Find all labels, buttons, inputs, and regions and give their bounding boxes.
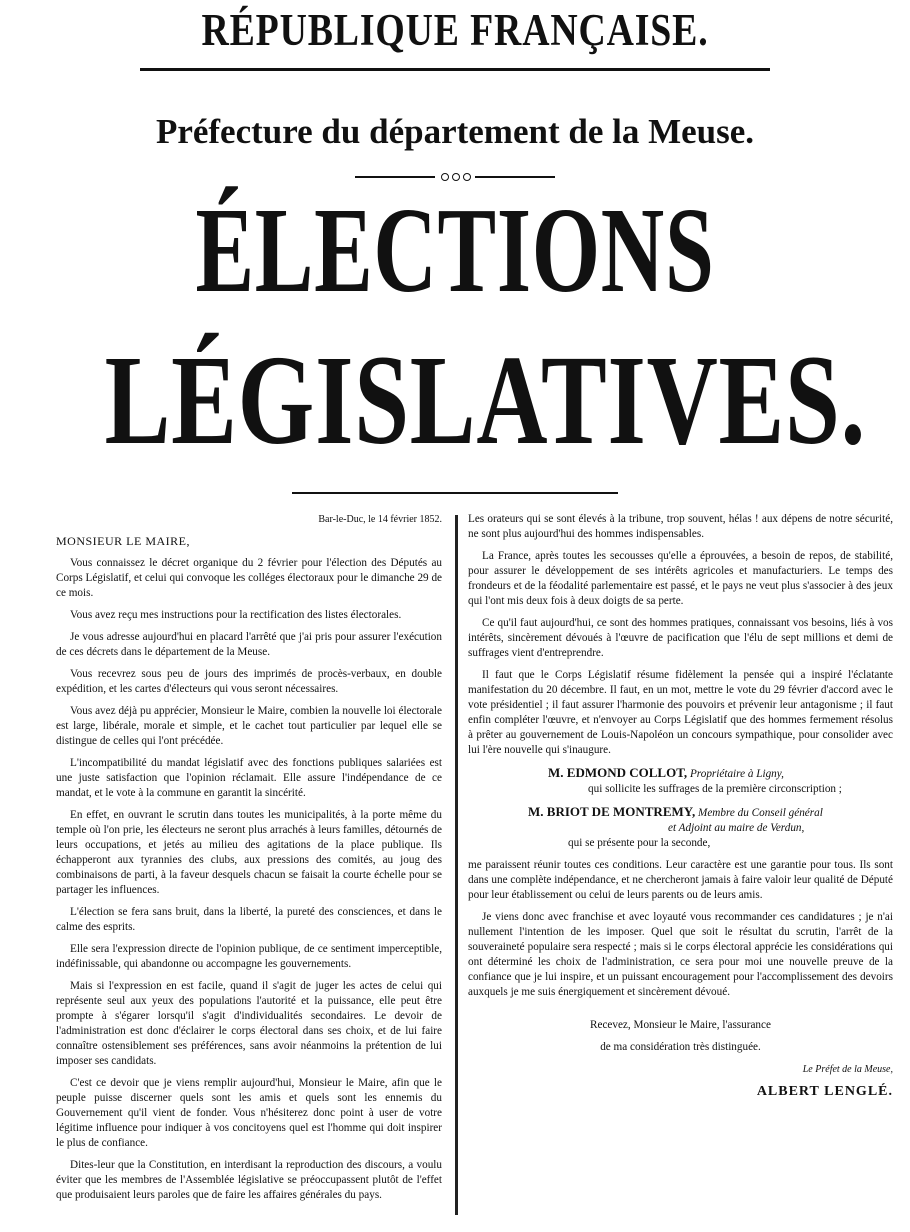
- paragraph: Vous connaissez le décret organique du 2 février pour l'élection des Députés au Corps Législatif, et celui qui convoque les colléges électoraux pour le dimanche 29 de ce mois.: [56, 557, 442, 599]
- candidate-2-desc: Membre du Conseil général: [698, 807, 823, 819]
- closing-line-2: de ma considération très distinguée.: [600, 1041, 761, 1053]
- paragraph: Je vous adresse aujourd'hui en placard l'arrêté que j'ai pris pour assurer l'exécution de ces décrets dans le département de la Meuse.: [56, 631, 442, 658]
- signature-name: ALBERT LENGLÉ.: [756, 1084, 893, 1099]
- paragraph: Vous recevrez sous peu de jours des imprimés de procès-verbaux, en double expédition, et les cartes d'électeurs qui vous seront nécessaires.: [56, 668, 442, 695]
- letter-date: Bar-le-Duc, le 14 février 1852.: [318, 514, 442, 525]
- ornament-divider: [355, 172, 555, 182]
- paragraph: me paraissent réunir toutes ces conditions. Leur caractère est une garantie pour tous. Ils sont dans une complète indépendance, et ne chercheront jamais à faire valoir leur qualité de Député pour leur établissement ou celui de leurs parents ou de leurs amis.: [468, 859, 893, 901]
- paragraph: Je viens donc avec franchise et avec loyauté vous recommander ces candidatures ; je n'ai nullement l'intention de les imposer. Quel que soit le résultat du scrutin, l'arrêt de la souveraineté populaire sera respecté ; mais si le corps électoral apprécie les considérations qui ont déterminé les choix de l'administration, ce sera pour moi une nouvelle preuve de la confiance que je lui inspire, et un puissant encouragement pour l'accomplissement des devoirs auxquels je me suis énergiquement et sincèrement dévoué.: [468, 911, 893, 998]
- republic-heading: RÉPUBLIQUE FRANÇAISE.: [201, 5, 709, 55]
- paragraph: L'incompatibilité du mandat législatif avec des fonctions publiques salariées est une juste satisfaction que l'opinion réclamait. Elle assure l'indépendance de ce mandat, et le vote à la commune en garantit la sincérité.: [56, 757, 442, 799]
- right-column: [468, 512, 893, 1106]
- signature-title: Le Préfet de la Meuse,: [802, 1064, 893, 1075]
- paragraph: Les orateurs qui se sont élevés à la tribune, trop souvent, hélas ! aux dépens de notre sécurité, ne sont plus aujourd'hui des hommes indispensables.: [468, 513, 893, 540]
- left-column: [56, 512, 442, 1210]
- paragraph: Dites-leur que la Constitution, en interdisant la reproduction des discours, a voulu éviter que les membres de l'Assemblée législative se préoccupassent plutôt de l'effet que produisaient leurs paroles que de faire les affaires générales du pays.: [56, 1159, 442, 1201]
- candidate-1-note: qui sollicite les suffrages de la première circonscription ;: [588, 783, 842, 795]
- salutation: MONSIEUR LE MAIRE,: [56, 534, 190, 548]
- paragraph: Elle sera l'expression directe de l'opinion publique, de ce sentiment imperceptible, indéfinissable, qui abandonne ou accompagne les gouvernements.: [56, 943, 442, 970]
- candidate-2: [468, 804, 893, 851]
- title-elections: ÉLECTIONS: [195, 183, 715, 318]
- paragraph: Vous avez déjà pu apprécier, Monsieur le Maire, combien la nouvelle loi électorale est large, libérale, morale et simple, et le cachet tout particulier par lequel elle se distingue de celles qui l'ont précédée.: [56, 705, 442, 747]
- candidate-2-name: M. BRIOT DE MONTREMY,: [528, 804, 696, 819]
- prefecture-heading: Préfecture du département de la Meuse.: [155, 112, 755, 151]
- closing-line-1: Recevez, Monsieur le Maire, l'assurance: [590, 1019, 771, 1031]
- paragraph: Il faut que le Corps Législatif résume fidèlement la pensée qui a inspiré l'éclatante manifestation du 20 décembre. Il faut, en un mot, mettre le vote du 29 février d'accord avec le vote présidentiel ; il faut assurer l'harmonie des pouvoirs et prévenir leur antagonisme ; il faut enfin compléter l'œuvre, et n'envoyer au Corps Législatif que des hommes fermement résolus à prêter au gouvernement de Louis-Napoléon un concours sympathique, pour consolider avec lui l'ère nouvelle qui s'inaugure.: [468, 669, 893, 756]
- title-legislatives: LÉGISLATIVES.: [104, 329, 867, 471]
- header-rule: [140, 68, 770, 71]
- paragraph: Vous avez reçu mes instructions pour la rectification des listes électorales.: [70, 609, 402, 621]
- candidate-1-name: M. EDMOND COLLOT,: [548, 765, 688, 780]
- paragraph: Mais si l'expression en est facile, quand il s'agit de juger les actes de celui qui représente seul aux yeux des populations l'autorité et la puissance, elle peut être prompte à s'égarer lorsqu'il s'agit d'individualités secondaires. Le devoir de l'administration est donc d'éclairer le corps électoral dans ses choix, et de lui faire connaître ostensiblement ses préférences, sans avoir néanmoins la prétention de lui imposer ses candidats.: [56, 980, 442, 1067]
- column-divider: [455, 515, 458, 1215]
- paragraph: L'élection se fera sans bruit, dans la liberté, la pureté des consciences, et dans le calme des esprits.: [56, 906, 442, 933]
- paragraph: Ce qu'il faut aujourd'hui, ce sont des hommes pratiques, connaissant vos besoins, liés à vos intérêts, sincèrement dévoués à l'œuvre de pacification que l'élu de sept millions et demi de suffrages vient d'entreprendre.: [468, 617, 893, 659]
- paragraph: C'est ce devoir que je viens remplir aujourd'hui, Monsieur le Maire, afin que le peuple puisse discerner quels sont les amis et quels sont les ennemis du Gouvernement qu'il vient de fonder. Vous n'hésiterez donc point à user de votre légitime influence pour indiquer à vos concitoyens quel est l'homme qui doit inspirer le plus de confiance.: [56, 1077, 442, 1149]
- candidate-1-desc: Propriétaire à Ligny,: [689, 768, 784, 780]
- title-rule: [292, 492, 618, 494]
- candidate-2-desc2: et Adjoint au maire de Verdun,: [668, 822, 805, 834]
- paragraph: En effet, en ouvrant le scrutin dans toutes les municipalités, à la porte même du temple où l'on prie, les électeurs ne seront plus arrachés à leurs familles, détournés de leurs occupations, et jetés au milieu des agitations de la place publique. Ils échapperont aux tyrannies des clubs, aux pressions des comités, au joug des combinaisons de parti, à la faveur desquels chacun se faisait la courte échelle pour se partager les influences.: [56, 809, 442, 896]
- candidate-2-note: qui se présente pour la seconde,: [568, 837, 711, 849]
- candidate-1: [468, 765, 893, 797]
- paragraph: La France, après toutes les secousses qu'elle a éprouvées, a besoin de repos, de stabilité, pour assurer le développement de ses intérêts agricoles et manufacturiers. Le temps des frondeurs et de la féodalité parlementaire est passé, et le pays ne veut plus s'associer à des jeux qui l'ont mis deux fois à deux doigts de sa perte.: [468, 550, 893, 607]
